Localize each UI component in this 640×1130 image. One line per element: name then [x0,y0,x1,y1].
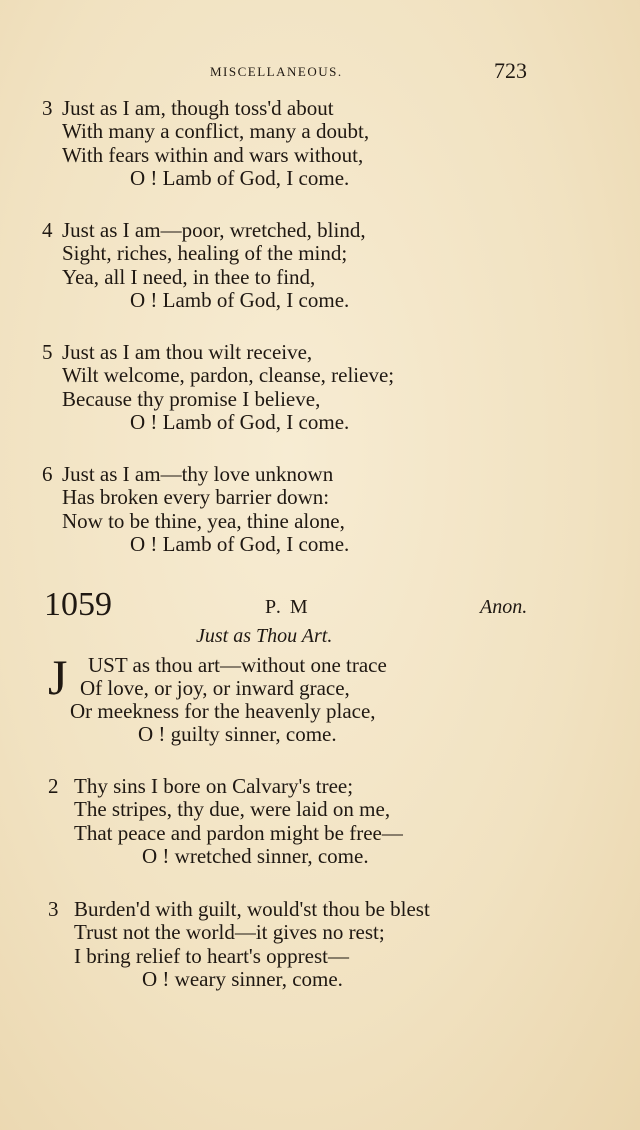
verse-refrain: O ! weary sinner, come. [142,966,343,991]
verse-refrain: O ! Lamb of God, I come. [130,409,350,434]
verse-line: Just as I am—poor, wretched, blind, [62,218,366,242]
verse-prev-5 [42,341,394,434]
verse-refrain: O ! Lamb of God, I come. [130,165,350,190]
verse-1 [88,654,387,677]
drop-cap: J [48,649,68,705]
verse-number: 4 [42,218,53,242]
verse-line: UST as thou art—without one trace [88,653,387,677]
verse-line: Or meekness for the heavenly place, [70,699,376,723]
verse-line: Just as I am thou wilt receive, [62,340,313,364]
verse-number: 2 [48,774,59,798]
verse-line: Now to be thine, yea, thine alone, [62,508,345,533]
hymn-meter: P. M [265,596,310,618]
verse-line: Wilt welcome, pardon, cleanse, relieve; [62,363,395,388]
verse-refrain: O ! guilty sinner, come. [138,722,337,747]
verse-line: With many a conflict, many a doubt, [62,119,370,144]
verse-number: 3 [42,96,53,120]
hymn-title: Just as Thou Art. [196,625,333,647]
running-title: MISCELLANEOUS. [210,64,343,79]
verse-number: 3 [48,897,59,921]
hymn-author: Anon. [480,596,528,618]
verse-refrain: O ! wretched sinner, come. [142,843,369,868]
verse-line: Just as I am, though toss'd about [62,96,334,120]
verse-line: Has broken every barrier down: [62,485,330,510]
verse-line: Yea, all I need, in thee to find, [62,264,316,289]
verse-line: Trust not the world—it gives no rest; [74,920,385,945]
verse-1-cont [80,677,350,700]
page-number: 723 [494,58,527,83]
verse-number: 5 [42,340,53,364]
verse-line: The stripes, thy due, were laid on me, [74,797,391,822]
verse-line: Burden'd with guilt, would'st thou be blest [74,897,430,921]
verse-refrain: O ! Lamb of God, I come. [130,531,350,556]
verse-line: I bring relief to heart's opprest— [74,943,349,968]
verse-number: 6 [42,462,53,486]
verse-3 [48,898,430,991]
verse-prev-6 [42,463,349,556]
verse-refrain: O ! Lamb of God, I come. [130,287,350,312]
verse-line: Just as I am—thy love unknown [62,462,334,486]
verse-line: With fears within and wars without, [62,142,364,167]
verse-1-cont2 [70,700,376,747]
verse-line: That peace and pardon might be free— [74,820,403,845]
verse-line: Thy sins I bore on Calvary's tree; [74,774,354,798]
verse-line: Because thy promise I believe, [62,386,321,411]
verse-line: Sight, riches, healing of the mind; [62,241,348,266]
verse-prev-4 [42,219,366,312]
verse-prev-3 [42,97,369,190]
verse-2 [48,775,403,868]
verse-line: Of love, or joy, or inward grace, [80,676,350,700]
hymn-number: 1059 [44,586,112,623]
